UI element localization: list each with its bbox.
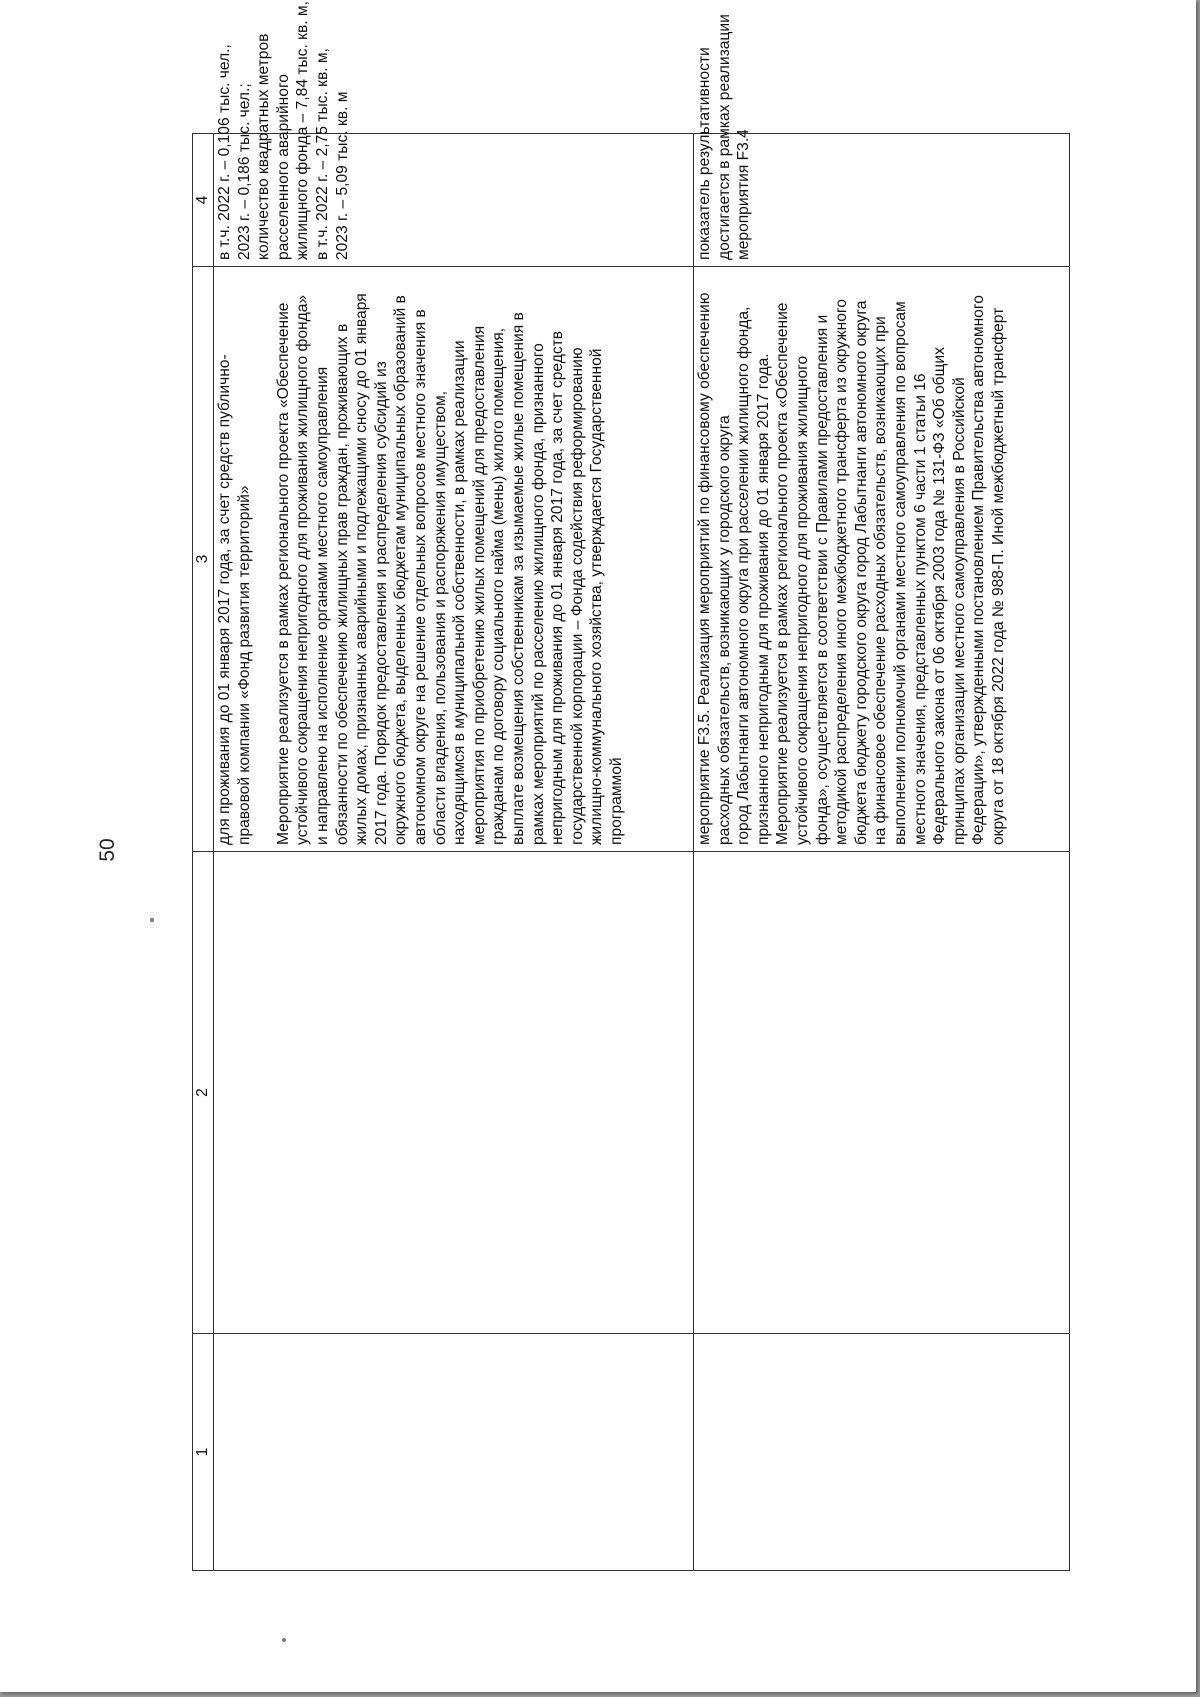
text-line: жилищного фонда – 7,84 тыс. кв. м, [294,1,312,260]
text-line: Мероприятие реализуется в рамках регионального проекта «Обеспечение [774,302,792,845]
text-line: жилищно-коммунального хозяйства, утверждается Государственной [588,348,606,845]
text-line: 2023 г. – 0,186 тыс. чел.; [235,83,253,260]
text-line: для проживания до 01 января 2017 года, за счет средств публично- [216,354,233,845]
header-col-1: 1 [193,1334,214,1571]
text-line: методикой распределения иного межбюджетного трансферта из окружного [833,299,851,845]
header-col-4: 4 [193,134,214,267]
cell-col-3 [214,267,694,852]
text-line: показатель результативности [696,47,713,260]
text-line: признанного непригодным для проживания до 01 января 2017 года. [754,353,772,845]
text-line: расходных обязательств, возникающих у городского округа [715,415,733,845]
text-line: количество квадратных метров [255,33,273,260]
text-line: бюджета бюджету городского округа город Лабытнанги автономного округа [852,300,870,845]
cell-col-4 [694,14,1070,267]
page-number: 50 [96,838,119,862]
text-line: на финансовое обеспечение расходных обязательств, возникающих при [872,316,890,845]
text-line: в т.ч. 2022 г. – 0,106 тыс. чел., [216,44,233,260]
text-line: программой [607,757,625,845]
scan-speck [282,1638,286,1642]
text-line: рамках мероприятий по расселению жилищного фонда, признанного [529,343,547,845]
text-line: Федерации», утвержденными постановлением Правительства автономного [970,295,988,845]
text-line: непригодным для проживания до 01 января 2017 года, за счет средств [549,330,567,845]
text-line: окружного бюджета, выделенных бюджетам муниципальных образований в [392,295,410,845]
text-line: правовой компании «Фонд развития территорий» [235,485,253,845]
header-col-3: 3 [193,267,214,852]
text-line: принципах организации местного самоуправления в Российской [950,377,968,845]
text-line: устойчивого сокращения непригодного для проживания жилищного [793,355,811,845]
text-line: Федерального закона от 06 октября 2003 года № 131-ФЗ «Об общих [931,347,949,845]
text-line: мероприятия F3.4 [735,129,753,260]
cell-col-1 [214,1334,694,1571]
text-line: в т.ч. 2022 г. – 2,75 тыс. кв. м, [313,48,331,260]
text-line: фонда», осуществляется в соответствии с Правилами предоставления и [813,314,831,845]
cell-col-2 [694,852,1070,1334]
scan-speck [150,918,154,922]
text-line: автономном округе на решение отдельных вопросов местного значения в [411,309,429,845]
blank-line [254,273,274,845]
text-line: 2017 года. Порядок предоставления и распределения субсидий из [372,361,390,845]
text-line: округа от 18 октября 2022 года № 988-П. Иной межбюджетный трансферт [989,307,1007,845]
cell-col-1 [694,1334,1070,1571]
table-row [214,134,694,1571]
text-line: и направлено на исполнение органами местного самоуправления [313,366,331,845]
text-line: жилых домах, признанных аварийными и подлежащими сносу до 01 января [353,293,371,845]
table-header-row [193,134,214,1571]
text-line: 2023 г. – 5,09 тыс. кв. м [333,91,351,260]
table-row [694,134,1070,1571]
text-line: местного значения, представленных пунктом 6 части 1 статьи 16 [911,373,929,845]
cell-col-4 [214,1,694,267]
text-line: мероприятия по приобретению жилых помещений для предоставления [470,325,488,845]
text-line: обязанности по обеспечению жилищных прав граждан, проживающих в [333,323,351,845]
text-line: выплате возмещения собственникам за изымаемые жилые помещения в [509,312,527,845]
text-line: мероприятие F3.5. Реализация мероприятий по финансовому обеспечению [696,292,713,845]
text-line: достигается в рамках реализации [715,14,733,260]
text-line: выполнении полномочий органами местного самоуправления по вопросам [891,301,909,845]
text-line: находящимся в муниципальной собственности, в рамках реализации [451,340,469,845]
text-line: гражданам по договору социального найма (мены) жилого помещения, [490,327,508,845]
text-line: государственной корпорации – Фонда содействия реформированию [568,347,586,845]
data-table [192,1,1070,1571]
cell-col-3 [694,267,1070,852]
header-col-2: 2 [193,852,214,1334]
cell-col-2 [214,852,694,1334]
text-line: расселенного аварийного [274,74,292,260]
text-line: город Лабытнанги автономного округа при расселении жилищного фонда, [735,306,753,845]
text-line: области владения, пользования и распоряжения имуществом, [431,390,449,845]
text-line: устойчивого сокращения непригодного для проживания жилищного фонда» [294,294,312,845]
text-line: Мероприятие реализуется в рамках регионального проекта «Обеспечение [274,302,292,845]
